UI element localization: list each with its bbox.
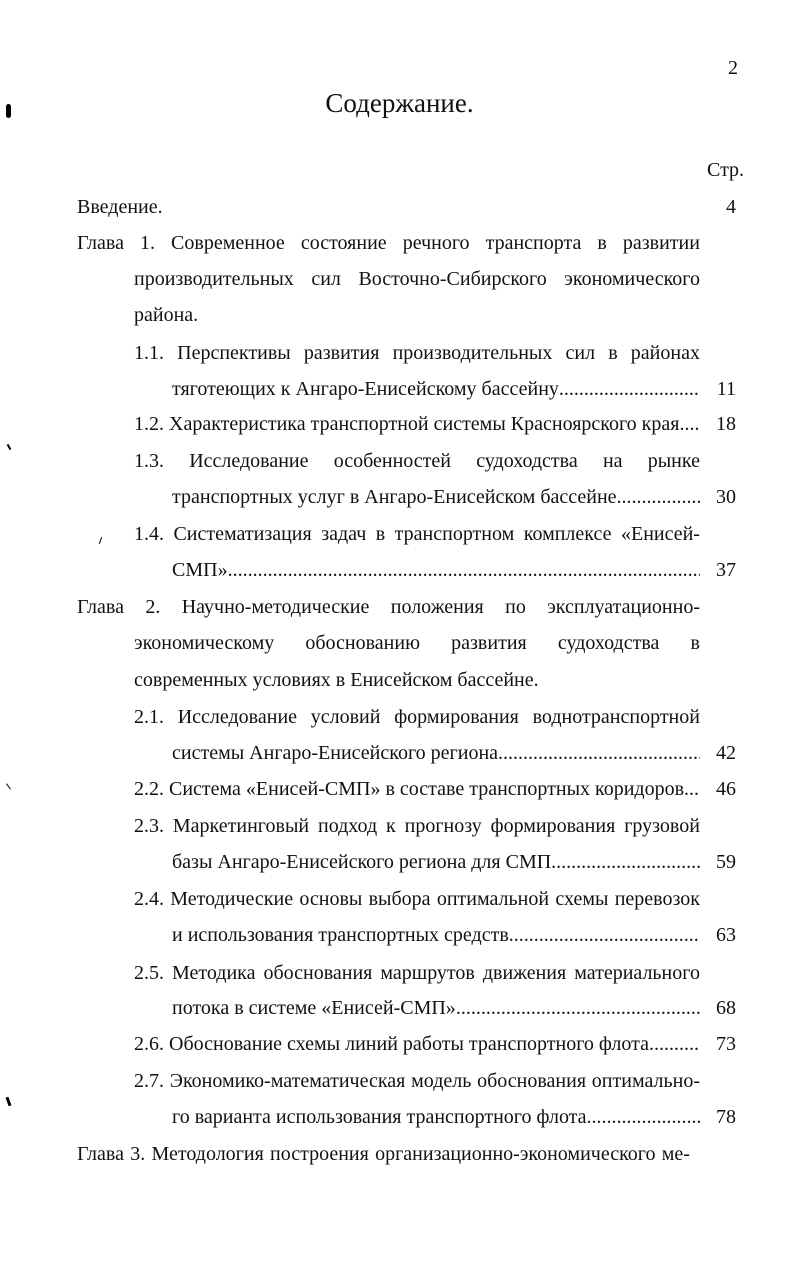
toc-chapter-1-line3: района. bbox=[134, 304, 199, 326]
toc-section-2-3-line1: 2.3. Маркетинговый подход к прогнозу формирования грузовой bbox=[134, 815, 700, 837]
toc-intro-label: Введение. bbox=[77, 196, 163, 218]
toc-chapter-1-line2: производительных сил Восточно-Сибирского экономического bbox=[134, 268, 700, 290]
toc-section-2-2: 2.2. Система «Енисей-СМП» в составе транспортных коридоров ..... bbox=[134, 777, 700, 801]
toc-section-2-6: 2.6. Обоснование схемы линий работы транспортного флота ..... bbox=[134, 1032, 700, 1056]
toc-section-2-3-page: 59 bbox=[716, 851, 736, 873]
toc-section-1-3-line1: 1.3. Исследование особенностей судоходства на рынке bbox=[134, 450, 700, 472]
toc-section-2-7-line2: го варианта использования транспортного флота ..... bbox=[172, 1105, 700, 1129]
toc-chapter-2-line2: экономическому обоснованию развития судоходства в bbox=[134, 632, 700, 654]
toc-section-1-1-page: 11 bbox=[716, 378, 736, 400]
toc-section-1-3-page: 30 bbox=[716, 486, 736, 508]
toc-section-2-7-line1: 2.7. Экономико-математическая модель обоснования оптимально- bbox=[134, 1070, 700, 1092]
scan-mark bbox=[6, 783, 11, 789]
toc-section-2-4-line1: 2.4. Методические основы выбора оптимальной схемы перевозок bbox=[134, 888, 700, 910]
toc-section-1-4-line2: СМП» ..... bbox=[172, 558, 700, 582]
toc-section-2-4-page: 63 bbox=[716, 924, 736, 946]
toc-section-1-2: 1.2. Характеристика транспортной системы Красноярского края ..... bbox=[134, 412, 700, 436]
toc-chapter-2-line1: Глава 2. Научно-методические положения по эксплуатационно- bbox=[77, 596, 700, 618]
toc-section-2-6-page: 73 bbox=[716, 1033, 736, 1055]
toc-section-1-4-line1: 1.4. Систематизация задач в транспортном комплексе «Енисей- bbox=[134, 523, 700, 545]
toc-section-2-5-line1: 2.5. Методика обоснования маршрутов движения материального bbox=[134, 962, 700, 984]
toc-chapter-3-line1: Глава 3. Методология построения организационно-экономического ме- bbox=[77, 1143, 690, 1165]
toc-section-2-5-page: 68 bbox=[716, 997, 736, 1019]
toc-section-1-2-page: 18 bbox=[716, 413, 736, 435]
scan-mark bbox=[99, 537, 102, 544]
toc-section-2-1-line1: 2.1. Исследование условий формирования воднотранспортной bbox=[134, 706, 700, 728]
toc-chapter-1-line1: Глава 1. Современное состояние речного транспорта в развитии bbox=[77, 232, 700, 254]
toc-section-2-1-line2: системы Ангаро-Енисейского региона ..... bbox=[172, 741, 700, 765]
page-number: 2 bbox=[728, 57, 738, 79]
toc-section-2-4-line2: и использования транспортных средств ..... bbox=[172, 923, 700, 947]
page-column-label: Стр. bbox=[707, 159, 745, 181]
toc-section-1-3-line2: транспортных услуг в Ангаро-Енисейском бассейне ..... bbox=[172, 485, 700, 509]
toc-chapter-2-line3: современных условиях в Енисейском бассейне. bbox=[134, 669, 539, 691]
page-title: Содержание. bbox=[325, 88, 474, 118]
toc-section-1-1-line1: 1.1. Перспективы развития производительных сил в районах bbox=[134, 342, 700, 364]
toc-intro-page: 4 bbox=[726, 196, 736, 218]
toc-section-1-1-line2: тяготеющих к Ангаро-Енисейскому бассейну ..... bbox=[172, 377, 700, 401]
toc-section-2-7-page: 78 bbox=[716, 1106, 736, 1128]
toc-section-2-2-page: 46 bbox=[716, 778, 736, 800]
scan-mark bbox=[7, 444, 12, 450]
toc-section-2-1-page: 42 bbox=[716, 742, 736, 764]
toc-section-2-3-line2: базы Ангаро-Енисейского региона для СМП ..... bbox=[172, 850, 700, 874]
toc-section-2-5-line2: потока в системе «Енисей-СМП» ..... bbox=[172, 996, 700, 1020]
scan-mark bbox=[6, 1097, 12, 1106]
toc-section-1-4-page: 37 bbox=[716, 559, 736, 581]
